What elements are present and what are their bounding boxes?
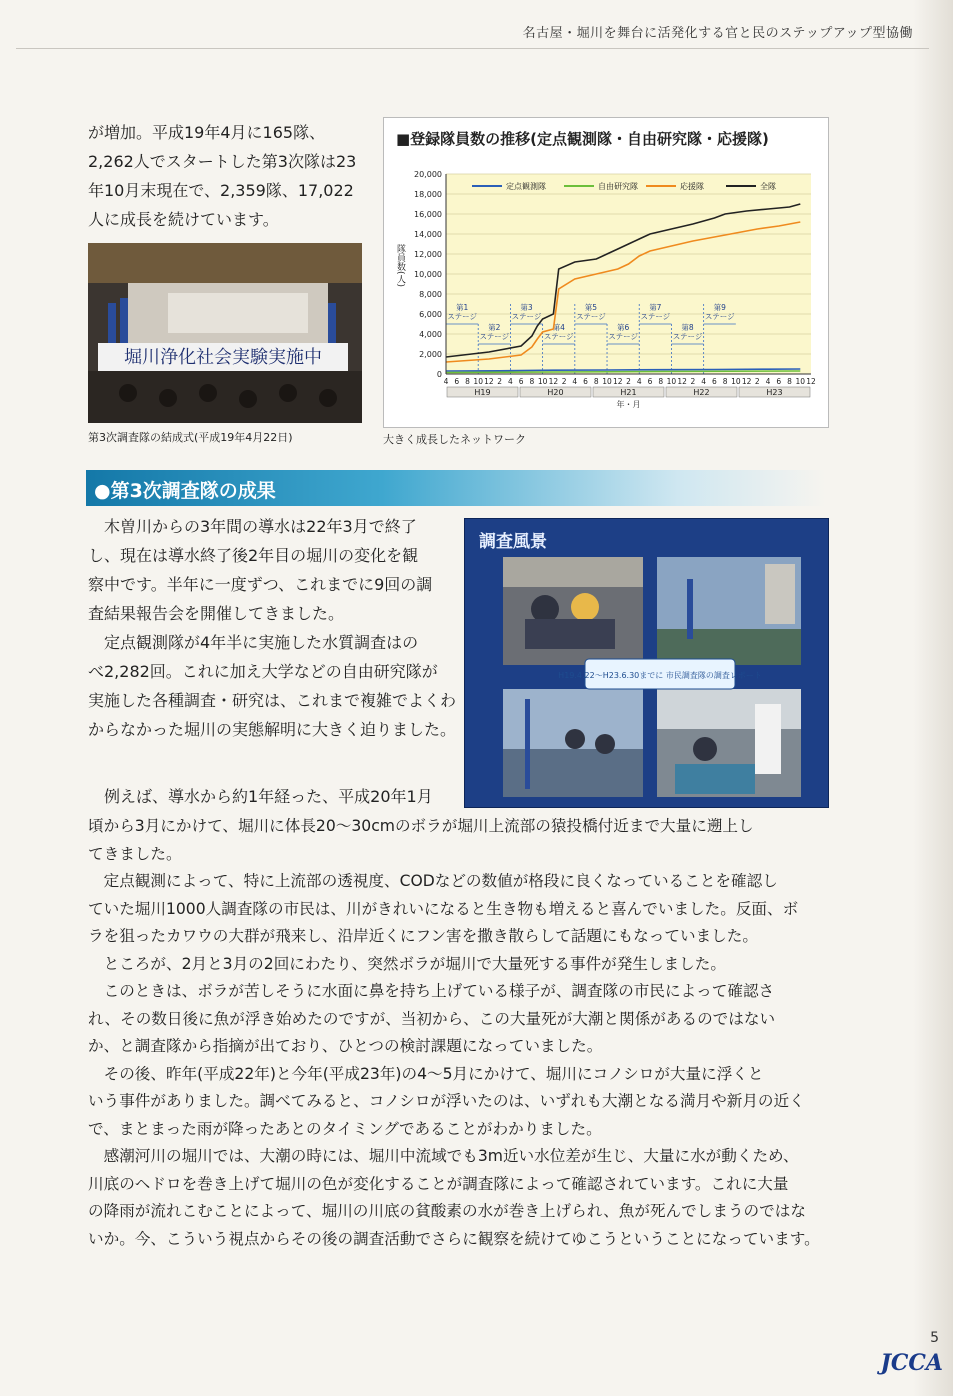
x-tick-label: 8 [529,377,535,386]
y-tick-label: 10,000 [414,270,442,279]
y-tick-label: 8,000 [419,290,442,299]
stage-label: 第6 [616,323,630,332]
stage-label: 第9 [713,303,726,312]
survey-photos [465,519,828,807]
body-line: 定点観測によって、特に上流部の透視度、CODなどの数値が格段に良くなっていることを確認し [103,872,778,890]
jcca-logo: JCCA [880,1350,943,1376]
chart-caption: 大きく成長したネットワーク [383,433,526,446]
body-line: か、と調査隊から指摘が出ており、ひとつの検討課題になっていました。 [88,1037,603,1055]
y-tick-label: 2,000 [419,350,442,359]
page-edge-shadow [913,0,953,1396]
x-tick-label: 10 [473,377,483,386]
stage-label: 第3 [520,303,533,312]
year-label: H20 [547,388,564,397]
x-tick-label: 12 [806,377,816,386]
body-paragraph [88,1143,833,1253]
chart-canvas [384,118,828,427]
y-tick-label: 6,000 [419,310,442,319]
column-line: 定点観測隊が4年半に実施した水質調査はの [104,633,419,652]
x-tick-label: 6 [776,377,782,386]
intro-line: 年10月末現在で、2,359隊、17,022 [88,181,354,200]
body-line: の降雨が流れこむことによって、堀川の川底の貧酸素の水が巻き上げられ、魚が死んでしまうのではな [88,1202,806,1220]
column-line: 察中です。半年に一度ずつ、これまでに9回の調 [88,575,433,594]
x-tick-label: 12 [741,377,752,386]
x-tick-label: 2 [754,377,760,386]
page-number: 5 [930,1330,939,1346]
stage-label: ステージ [543,332,574,341]
section-header-bar [86,470,826,506]
x-tick-label: 12 [548,377,559,386]
x-tick-label: 6 [518,377,524,386]
x-tick-label: 6 [454,377,460,386]
column-line: 査結果報告会を開催してきました。 [88,604,345,623]
section-title: ●第3次調査隊の成果 [94,480,276,502]
intro-text [88,118,378,234]
body-line: ところが、2月と3月の2回にわたり、突然ボラが堀川で大量死する事件が発生しました。 [103,954,726,973]
stage-label: 第1 [455,303,469,312]
member-growth-chart [383,117,829,428]
stage-label: ステージ [608,332,638,341]
y-tick-label: 12,000 [414,250,442,259]
body-line: れ、その数日後に魚が浮き始めたのですが、当初から、この大量死が大潮と関係があるのではない [88,1009,776,1028]
body-paragraph [88,868,833,951]
body-paragraph [88,813,833,868]
year-label: H21 [620,388,637,397]
x-tick-label: 6 [711,377,717,386]
legend-label: 全隊 [760,182,776,191]
column-line: し、現在は導水終了後2年目の堀川の変化を観 [88,546,419,565]
column-line: べ2,282回。これに加え大学などの自由研究隊が [88,662,438,681]
column-paragraph-1 [88,512,458,628]
x-tick-label: 4 [572,377,578,386]
body-line: いう事件がありました。調べてみると、コノシロが浮いたのは、いずれも大潮となる満月や新月の近く [88,1092,805,1110]
body-line: 川底のヘドロを巻き上げて堀川の色が変化することが調査隊によって確認されています。これに大量 [88,1174,789,1193]
stage-label: 第8 [681,323,694,332]
chart-title: ■登録隊員数の推移(定点観測隊・自由研究隊・応援隊) [396,130,769,148]
ceremony-photo [88,243,362,423]
x-tick-label: 10 [537,377,548,386]
x-tick-label: 12 [484,377,494,386]
x-tick-label: 2 [497,377,503,386]
x-tick-label: 4 [701,377,707,386]
x-tick-label: 8 [465,377,470,386]
body-line: ていた堀川1000人調査隊の市民は、川がきれいになると生き物も増えると喜んでいました。反面、ボ [88,899,799,918]
stage-label: 第4 [552,323,565,332]
body-line: いか。今、こういう視点からその後の調査活動でさらに観察を続けてゆこうということになっています。 [88,1229,820,1248]
stage-label: ステージ [672,332,703,341]
survey-photo-panel [464,518,829,808]
y-axis-label: 隊員数(人) [395,244,405,288]
intro-line: が増加。平成19年4月に165隊、 [88,123,326,142]
x-tick-label: 8 [787,377,792,386]
body-line: てきました。 [88,844,182,863]
year-label: H19 [474,388,491,397]
stage-label: 第7 [649,303,662,312]
stage-label: ステージ [479,332,510,341]
x-tick-label: 12 [677,377,687,386]
x-tick-label: 2 [561,377,567,386]
stage-label: ステージ [704,312,735,321]
body-line: その後、昨年(平成22年)と今年(平成23年)の4〜5月にかけて、堀川にコノシロが大量に浮くと [103,1064,764,1083]
legend-label: 自由研究隊 [598,182,638,191]
y-tick-label: 0 [436,370,442,379]
y-tick-label: 4,000 [419,330,442,339]
year-label: H23 [766,388,783,397]
x-tick-label: 10 [795,377,806,386]
y-tick-label: 20,000 [414,170,442,179]
x-tick-label: 8 [658,377,664,386]
body-line: で、まとまった雨が降ったあとのタイミングであることがわかりました。 [88,1119,602,1138]
panel-label: H19.4.22〜H23.6.30までに 市民調査隊の調査レポート [558,671,762,680]
x-tick-label: 6 [583,377,588,386]
legend-label: 定点観測隊 [506,182,546,191]
column-paragraph-3: 例えば、導水から約1年経った、平成20年1月 [104,787,433,806]
year-label: H22 [693,388,710,397]
stage-label: ステージ [511,312,542,321]
running-head: 名古屋・堀川を舞台に活発化する官と民のステップアップ型協働 [522,26,913,41]
ceremony-banner-text: 堀川浄化社会実験実施中 [124,347,322,368]
column-paragraph-2 [88,628,458,744]
column-text [88,512,458,744]
x-axis-label: 年・月 [616,400,641,409]
stage-label: ステージ [576,312,606,321]
x-tick-label: 8 [593,377,599,386]
full-width-text [88,813,833,1253]
stage-label: ステージ [447,312,477,321]
ceremony-photo-caption: 第3次調査隊の結成式(平成19年4月22日) [88,431,293,444]
column-line: 木曽川からの3年間の導水は22年3月で終了 [104,517,417,536]
y-tick-label: 14,000 [414,230,442,239]
stage-label: 第5 [584,303,598,312]
body-line: このときは、ボラが苦しそうに水面に鼻を持ち上げている様子が、調査隊の市民によって確認さ [103,982,775,1000]
y-tick-label: 18,000 [414,190,442,199]
panel-title: 調査風景 [479,532,547,552]
body-paragraph [88,978,833,1061]
x-tick-label: 4 [636,377,642,386]
intro-line: 人に成長を続けています。 [88,210,279,229]
header-rule [16,48,929,49]
x-tick-label: 2 [690,377,696,386]
x-tick-label: 6 [647,377,653,386]
body-paragraph [88,951,833,979]
y-tick-label: 16,000 [414,210,442,219]
column-line: 実施した各種調査・研究は、これまで複雑でよくわ [88,691,457,710]
x-tick-label: 4 [443,377,449,386]
body-line: 感潮河川の堀川では、大潮の時には、堀川中流域でも3m近い水位差が生じ、大量に水が動くため、 [103,1147,799,1165]
x-tick-label: 2 [626,377,631,386]
x-tick-label: 8 [722,377,728,386]
ceremony-photo-art [88,243,362,423]
x-tick-label: 10 [602,377,612,386]
x-tick-label: 4 [508,377,513,386]
column-line: からなかった堀川の実態解明に大きく迫りました。 [88,720,457,739]
x-tick-label: 10 [731,377,741,386]
x-tick-label: 12 [612,377,623,386]
stage-label: 第2 [488,323,501,332]
body-paragraph [88,1061,833,1144]
x-tick-label: 4 [765,377,771,386]
body-line: ラを狙ったカワウの大群が飛来し、沿岸近くにフン害を撒き散らして話題にもなっていました。 [88,927,758,945]
stage-label: ステージ [640,312,671,321]
body-line: 頃から3月にかけて、堀川に体長20〜30cmのボラが堀川上流部の猿投橋付近まで大量に遡上し [88,817,754,835]
x-tick-label: 10 [666,377,677,386]
legend-label: 応援隊 [680,182,704,191]
intro-line: 2,262人でスタートした第3次隊は23 [88,152,357,171]
